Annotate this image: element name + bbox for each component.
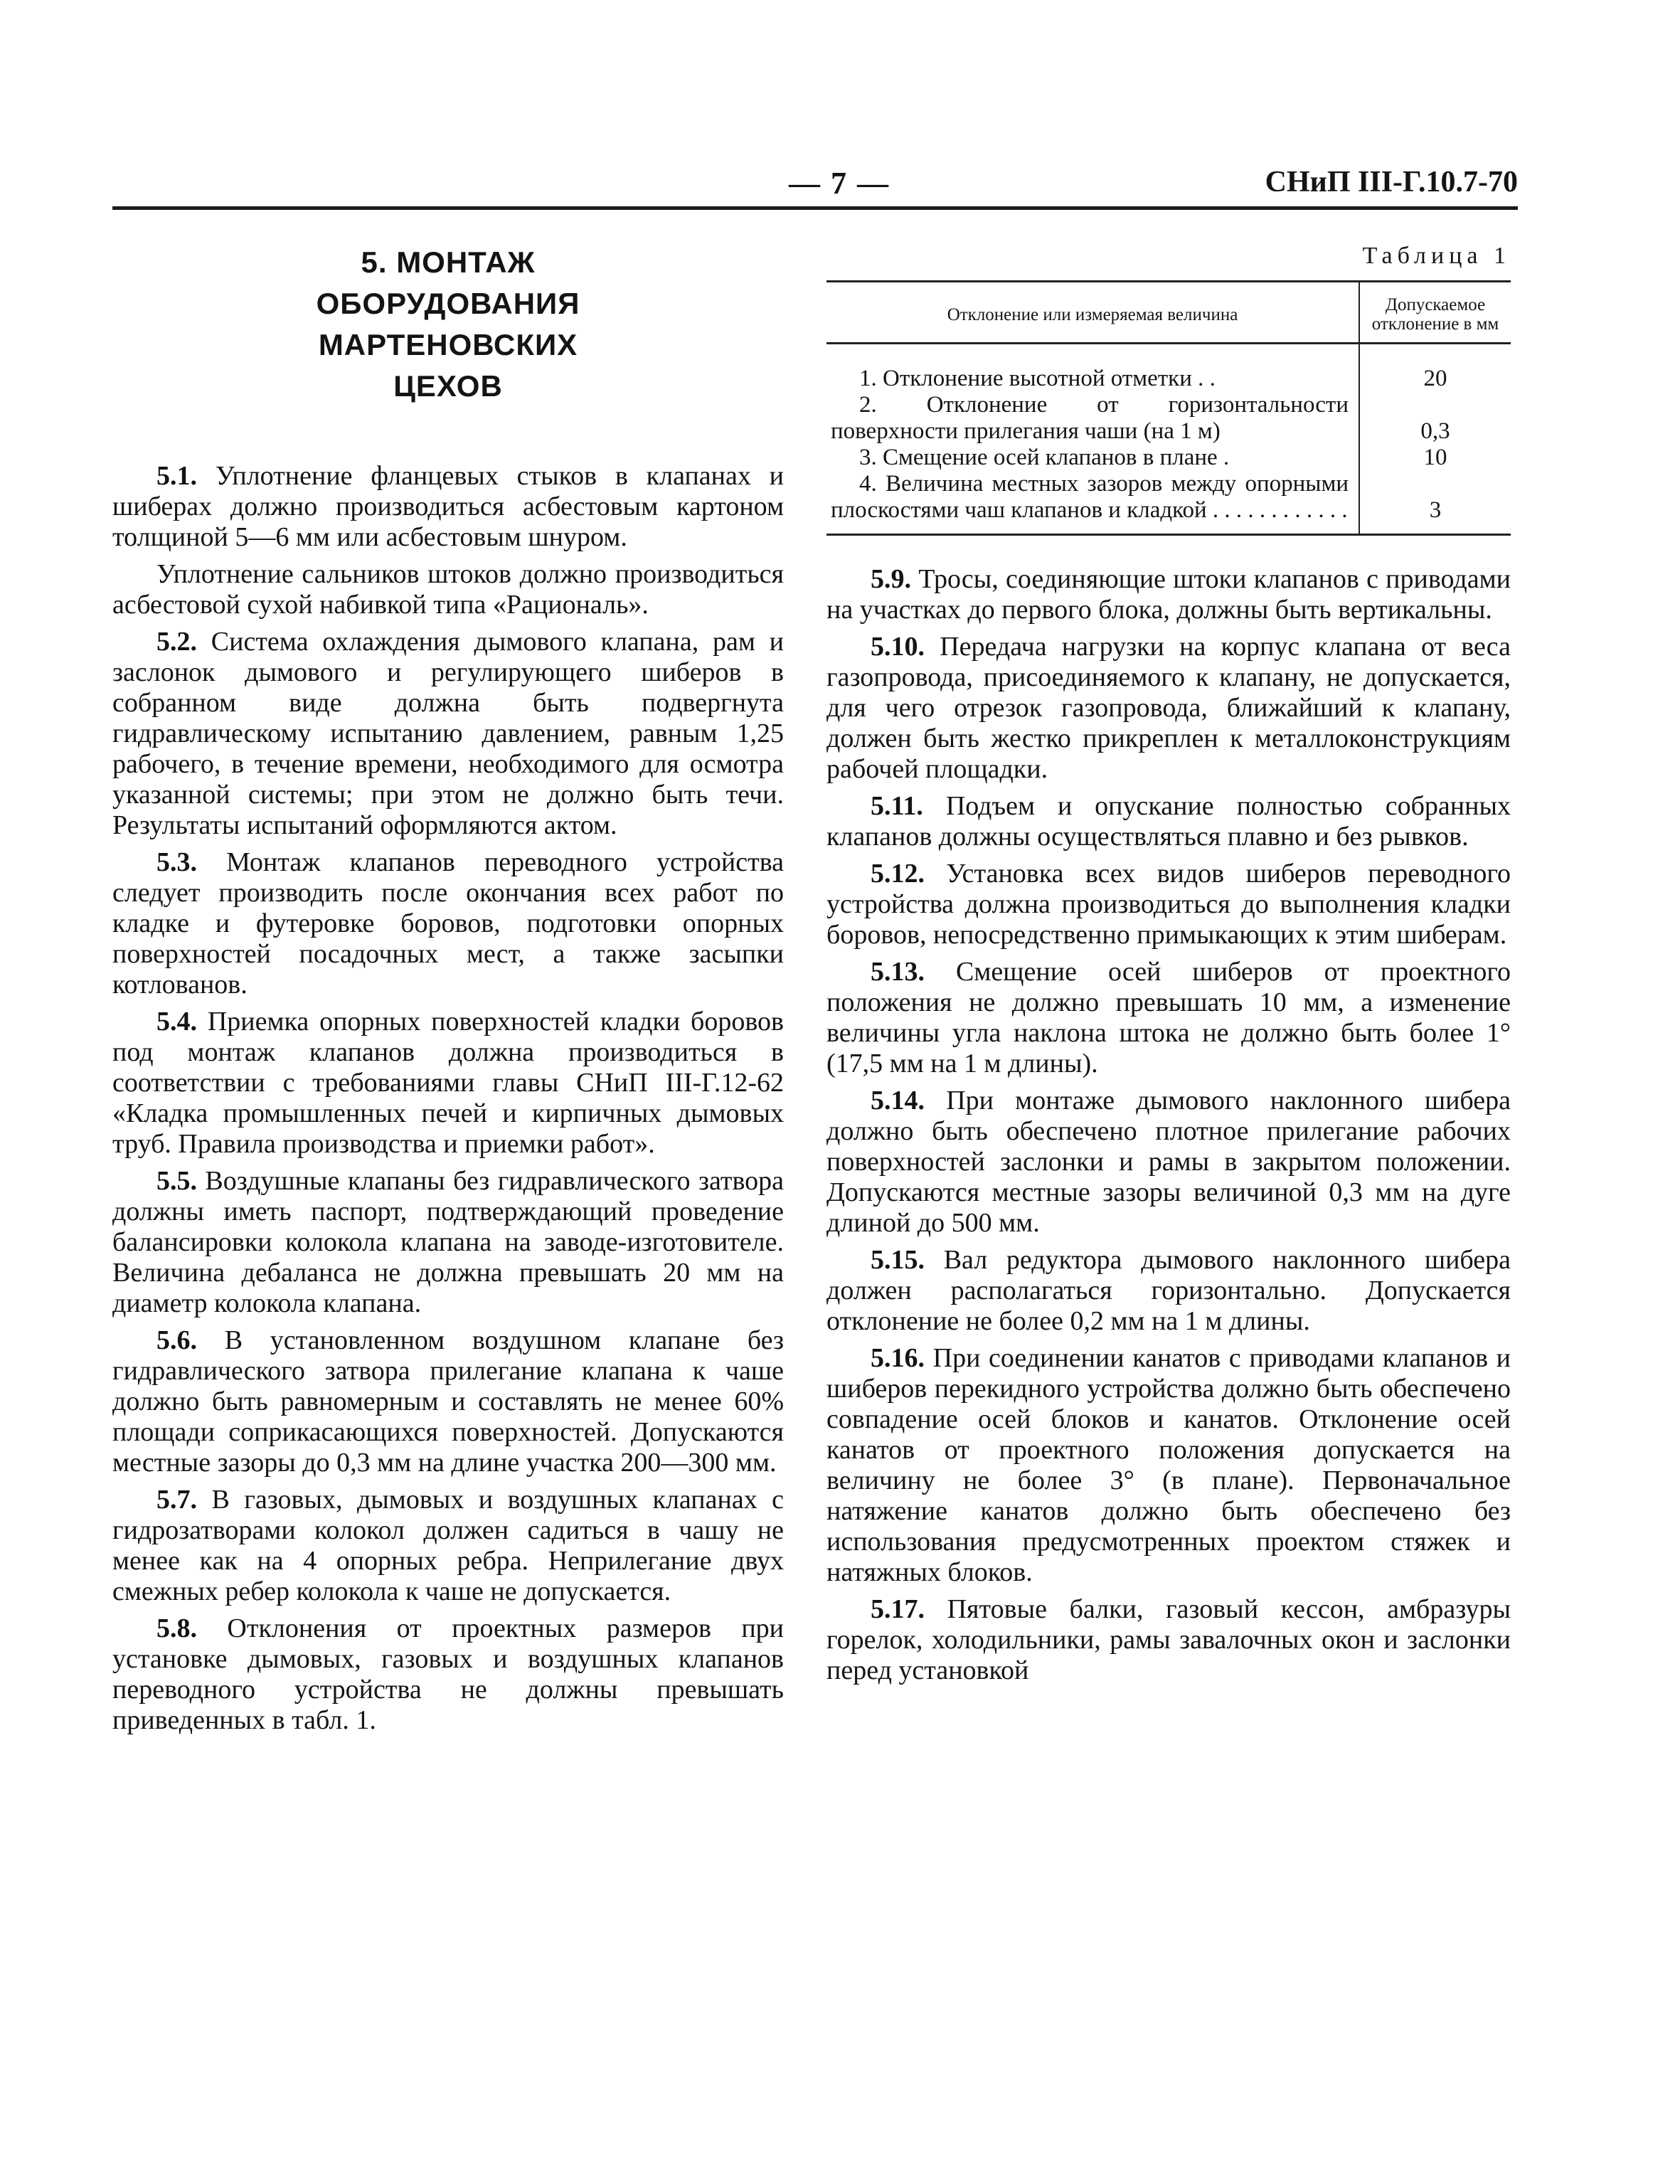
clause-5-4 [112, 1007, 784, 1160]
table-row [826, 471, 1511, 535]
clause-text: Установка всех видов шиберов переводного устройства должна производиться до выполнения кладки боровов, непосредственно примыкающих к этим шиберам. [826, 859, 1511, 950]
clause-number: 5.4. [156, 1007, 197, 1037]
clause-text: Приемка опорных поверхностей кладки боровов под монтаж клапанов должна производиться в соответствии с требованиями главы СНиП III-Г.12-62 «Кладка промышленных печей и кирпичных дымовых труб. Правила производства и приемки работ». [112, 1007, 784, 1159]
left-column [112, 242, 784, 1742]
clause-5-5 [112, 1166, 784, 1319]
table-header-tolerance: Допускаемое отклонение в мм [1359, 282, 1511, 344]
clause-text: Смещение осей шиберов от проектного положения не должно превышать 10 мм, а изменение величины угла наклона штока не должно быть более 1° (17,5 мм на 1 м длины). [826, 957, 1511, 1078]
clause-text: При монтаже дымового наклонного шибера должно быть обеспечено плотное прилегание рабочих поверхностей заслонки и рамы в закрытом положении. Допускаются местные зазоры величиной 0,3 мм на дуге длиной до 500 мм. [826, 1086, 1511, 1238]
clause-text: В установленном воздушном клапане без гидравлического затвора прилегание клапана к чаше должно быть равномерным и составлять не менее 60% площади соприкасающихся поверхностей. Допускаются местные зазоры до 0,3 мм на длине участка 200—300 мм. [112, 1325, 785, 1478]
clause-number: 5.5. [156, 1166, 197, 1196]
clause-number: 5.14. [871, 1086, 925, 1115]
table-header-deviation: Отклонение или измеряемая величина [826, 282, 1359, 344]
clause-text: Подъем и опускание полностью собранных клапанов должны осуществляться плавно и без рывков. [826, 791, 1511, 852]
clause-5-7 [112, 1485, 784, 1607]
header-rule [112, 206, 1518, 210]
clause-number: 5.11. [871, 791, 923, 821]
clause-number: 5.17. [871, 1594, 925, 1624]
table-cell-value: 3 [1359, 471, 1511, 535]
table-row [826, 344, 1511, 393]
clause-text: Тросы, соединяющие штоки клапанов с приводами на участках до первого блока, должны быть вертикальны. [826, 564, 1511, 625]
table-header-row [826, 282, 1511, 344]
table-cell-name: 2. Отклонение от горизонтальности поверхности прилегания чаши (на 1 м) [826, 392, 1359, 445]
clause-text: Система охлаждения дымового клапана, рам и заслонок дымового и регулирующего шиберов в собранном виде должна быть подвергнута гидравлическому испытанию давлением, равным 1,25 рабочего, в течение времени, необходимого для осмотра указанной системы; при этом не должно быть течи. Результаты испытаний оформляются актом. [112, 627, 785, 840]
clause-5-3 [112, 847, 784, 1000]
table-cell-name: 3. Смещение осей клапанов в плане . [826, 445, 1359, 471]
clause-5-1 [112, 461, 784, 553]
clause-number: 5.10. [871, 632, 925, 662]
right-column [826, 242, 1511, 1692]
clause-text: Пятовые балки, газовый кессон, амбразуры горелок, холодильники, рамы завалочных окон и заслонки перед установкой [826, 1594, 1511, 1685]
clause-text: Вал редуктора дымового наклонного шибера должен располагаться горизонтально. Допускается отклонение не более 0,2 мм на 1 м длины. [826, 1245, 1511, 1336]
clause-number: 5.6. [156, 1325, 197, 1355]
table-cell-value: 0,3 [1420, 418, 1450, 444]
clause-number: 5.8. [156, 1613, 197, 1643]
clause-text: При соединении канатов с приводами клапанов и шиберов перекидного устройства должно быть обеспечено совпадение осей блоков и канатов. Отклонение осей канатов от проектного положения допускается на величину не более 3° (в плане). Первоначальное натяжение канатов должно быть обеспечено без использования предусмотренных проектом стяжек и натяжных блоков. [826, 1343, 1511, 1587]
clause-5-17 [826, 1594, 1511, 1686]
clause-5-14 [826, 1086, 1511, 1239]
section-title-line: ЦЕХОВ [393, 369, 503, 403]
table-cell-value: 10 [1423, 445, 1447, 470]
clause-5-2 [112, 627, 784, 841]
clause-number: 5.15. [871, 1245, 925, 1275]
clause-5-12 [826, 859, 1511, 950]
table-row [826, 392, 1511, 445]
clause-5-9 [826, 564, 1511, 625]
clause-text: Уплотнение сальников штоков должно производиться асбестовой сухой набивкой типа «Рациональ». [112, 559, 784, 620]
table-row [826, 445, 1511, 471]
clause-text: Воздушные клапаны без гидравлического затвора должны иметь паспорт, подтверждающий проведение балансировки колокола клапана на заводе-изготовителе. Величина дебаланса не должна превышать 20 мм на диаметр колокола клапана. [112, 1166, 785, 1318]
clause-number: 5.3. [156, 847, 197, 877]
clause-5-16 [826, 1343, 1511, 1588]
clause-5-13 [826, 957, 1511, 1079]
document-code: СНиП III-Г.10.7-70 [1265, 166, 1518, 198]
section-title [112, 242, 784, 407]
clause-text: В газовых, дымовых и воздушных клапанах с гидрозатворами колокол должен садиться в чашу не менее как на 4 опорных ребра. Неприлегание двух смежных ребер колокола к чаше не допускается. [112, 1485, 785, 1606]
clause-number: 5.2. [156, 627, 197, 657]
clause-number: 5.13. [871, 957, 925, 987]
clause-text: Отклонения от проектных размеров при установке дымовых, газовых и воздушных клапанов переводного устройства не должны превышать приведенных в табл. 1. [112, 1613, 784, 1735]
table-cell-name: 4. Величина местных зазоров между опорными плоскостями чаш клапанов и кладкой . . . . . . . . . . . . [826, 471, 1359, 535]
clause-number: 5.12. [871, 859, 925, 889]
clause-5-15 [826, 1245, 1511, 1337]
clause-number: 5.1. [156, 461, 197, 491]
clause-number: 5.9. [871, 564, 911, 594]
clause-text: Монтаж клапанов переводного устройства следует производить после окончания всех работ по кладке и футеровке боровов, подготовки опорных поверхностей посадочных мест, а также засыпки котлованов. [112, 847, 784, 1000]
table-cell-value: 20 [1423, 366, 1447, 391]
clause-5-1-cont [112, 559, 784, 620]
clause-number: 5.7. [156, 1485, 197, 1515]
clause-text: Уплотнение фланцевых стыков в клапанах и шиберах должно производиться асбестовым картоном толщиной 5—6 мм или асбестовым шнуром. [112, 461, 784, 552]
clause-5-6 [112, 1325, 784, 1478]
clause-5-8 [112, 1613, 784, 1736]
tolerance-table [826, 280, 1511, 536]
page-number: — 7 — [789, 166, 890, 201]
clause-5-10 [826, 632, 1511, 785]
clause-number: 5.16. [871, 1343, 925, 1373]
table-cell-name: 1. Отклонение высотной отметки . . [826, 344, 1359, 393]
section-title-line: ОБОРУДОВАНИЯ [316, 287, 580, 320]
clause-text: Передача нагрузки на корпус клапана от веса газопровода, присоединяемого к клапану, не допускается, для чего отрезок газопровода, ближайший к клапану, должен быть жестко прикреплен к металлоконструкциям рабочей площадки. [826, 632, 1511, 784]
section-title-line: МАРТЕНОВСКИХ [318, 328, 578, 361]
clause-5-11 [826, 791, 1511, 852]
table-caption: Таблица 1 [1362, 243, 1511, 269]
section-title-line: 5. МОНТАЖ [361, 245, 536, 279]
